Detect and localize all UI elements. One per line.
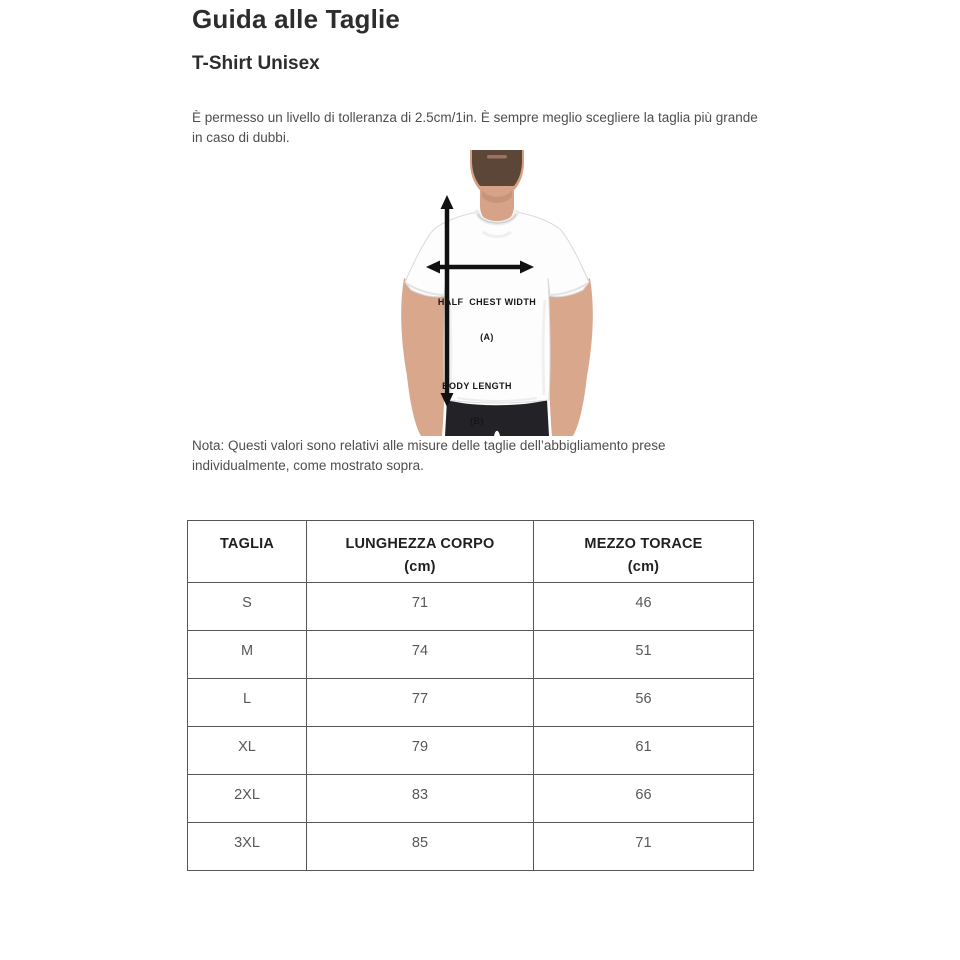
size-cell: 2XL — [188, 775, 307, 823]
body-length-cell: 74 — [307, 631, 534, 679]
half-chest-cell: 56 — [534, 679, 754, 727]
half-chest-cell: 66 — [534, 775, 754, 823]
model-neck — [480, 186, 514, 223]
header-lunghezza-corpo: LUNGHEZZA CORPO (cm) — [307, 521, 534, 583]
table-header-row — [188, 521, 754, 583]
tolerance-paragraph: È permesso un livello di tolleranza di 2.5cm/1in. È sempre meglio scegliere la taglia più grande in caso di dubbi. — [192, 110, 758, 145]
table-row — [188, 583, 754, 631]
size-table — [187, 520, 754, 871]
body-length-cell: 79 — [307, 727, 534, 775]
half-chest-width-label: HALF CHEST WIDTH (A) — [437, 297, 537, 342]
table-row — [188, 679, 754, 727]
product-subtitle: T-Shirt Unisex — [192, 53, 320, 74]
body-length-cell: 85 — [307, 823, 534, 871]
body-length-cell: 77 — [307, 679, 534, 727]
size-cell: S — [188, 583, 307, 631]
table-row — [188, 775, 754, 823]
header-mezzo-torace: MEZZO TORACE (cm) — [534, 521, 754, 583]
size-cell: XL — [188, 727, 307, 775]
half-chest-cell: 46 — [534, 583, 754, 631]
table-row — [188, 727, 754, 775]
size-table-container — [187, 520, 753, 871]
page-title: Guida alle Taglie — [192, 4, 401, 34]
body-length-label: BODY LENGTH (B) — [442, 381, 512, 426]
header-taglia: TAGLIA — [188, 521, 307, 583]
tshirt-measurement-figure — [387, 150, 607, 436]
half-chest-cell: 71 — [534, 823, 754, 871]
size-cell: L — [188, 679, 307, 727]
size-cell: 3XL — [188, 823, 307, 871]
body-length-cell: 83 — [307, 775, 534, 823]
table-row — [188, 631, 754, 679]
half-chest-cell: 51 — [534, 631, 754, 679]
table-row — [188, 823, 754, 871]
measurement-note: Nota: Questi valori sono relativi alle misure delle taglie dell’abbigliamento prese individualmente, come mostrato sopra. — [192, 438, 666, 473]
body-length-cell: 71 — [307, 583, 534, 631]
half-chest-cell: 61 — [534, 727, 754, 775]
size-cell: M — [188, 631, 307, 679]
